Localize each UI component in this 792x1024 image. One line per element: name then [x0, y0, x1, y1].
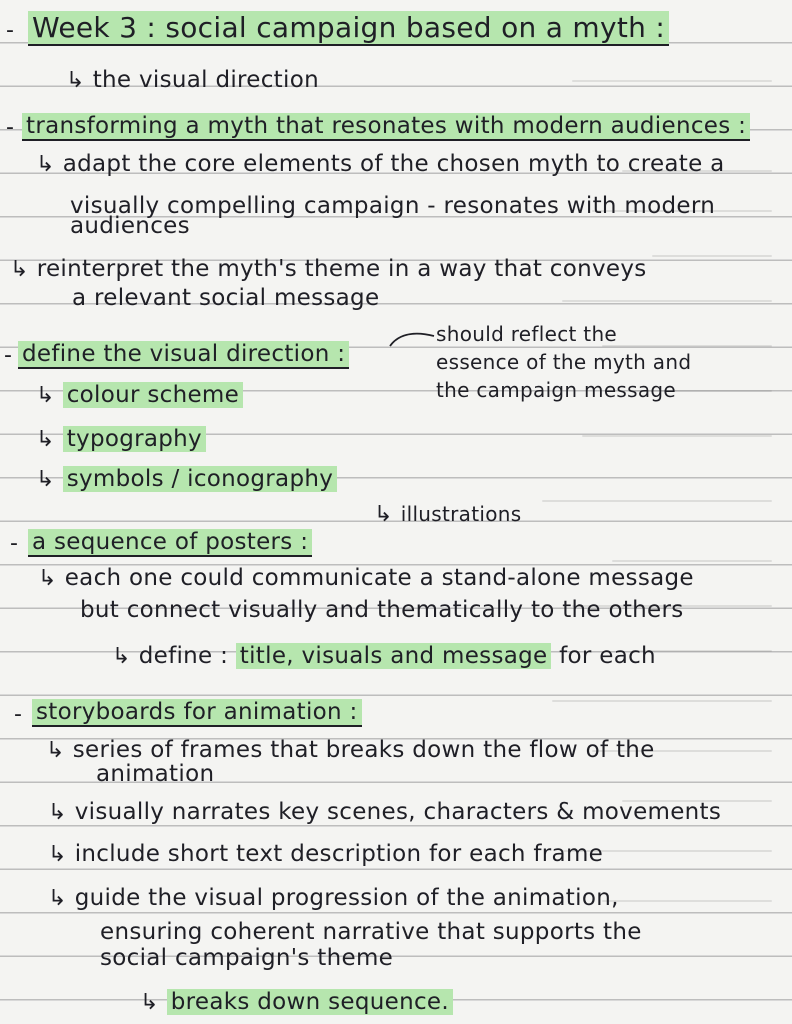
bullet-dash: - [6, 115, 14, 140]
arrow-icon: ↳ [36, 383, 55, 408]
arrow-icon: ↳ [48, 842, 67, 867]
s2-note-line1: should reflect the [436, 322, 618, 346]
section-2-heading [18, 340, 349, 368]
s3-point-1 [38, 564, 694, 593]
s3-p2-highlight: title, visuals and message [236, 643, 552, 669]
bullet-dash: - [10, 531, 18, 556]
s4-point-5 [140, 988, 453, 1017]
section-2-heading-text: define the visual direction : [18, 341, 349, 369]
section-1-heading [22, 112, 750, 140]
s3-p1-line1: each one could communicate a stand-alone message [64, 565, 694, 591]
s4-p3-text: include short text description for each frame [74, 841, 604, 867]
s4-p4-line1: guide the visual progression of the animation, [74, 885, 619, 911]
section-1-heading-text: transforming a myth that resonates with modern audiences : [22, 113, 750, 141]
s3-p2-define: define : [138, 643, 229, 669]
s2-bullet-2 [36, 425, 206, 454]
s4-point-3 [48, 840, 603, 869]
s4-point-2 [48, 798, 721, 827]
visual-direction-line [66, 66, 319, 95]
s4-p2-text: visually narrates key scenes, characters & movements [74, 799, 722, 825]
s1-point-1 [36, 150, 725, 179]
title-text: Week 3 : social campaign based on a myth : [28, 11, 669, 46]
section-4-heading [32, 698, 362, 726]
arrow-icon: ↳ [36, 467, 55, 492]
s2-bullet-4 [374, 500, 521, 529]
s2-bullet-1 [36, 381, 243, 410]
arrow-icon: ↳ [140, 990, 159, 1015]
s4-p4-line3: social campaign's theme [100, 945, 394, 971]
arrow-icon: ↳ [48, 886, 67, 911]
page-title [28, 11, 669, 44]
symbols-iconography-text: symbols / iconography [63, 466, 337, 492]
s2-bullet-3 [36, 465, 337, 494]
s4-p1-line1: series of frames that breaks down the flow of the [72, 737, 655, 763]
s1-p1-line3: audiences [70, 213, 190, 239]
arrow-icon: ↳ [46, 738, 65, 763]
s3-point-2 [112, 642, 656, 671]
section-4-heading-text: storyboards for animation : [32, 699, 362, 727]
s1-p1-line1: adapt the core elements of the chosen myth to create a [62, 151, 725, 177]
s3-p2-post: for each [559, 643, 656, 669]
section-3-heading [28, 528, 312, 556]
bullet-dash: - [4, 343, 12, 368]
arrow-icon: ↳ [36, 152, 55, 177]
arrow-icon: ↳ [10, 257, 29, 282]
s1-point-2 [10, 255, 647, 284]
s4-p1-line2: animation [96, 761, 215, 787]
s4-p4-line2: ensuring coherent narrative that supports the [100, 919, 642, 945]
section-3-heading-text: a sequence of posters : [28, 529, 312, 557]
illustrations-text: illustrations [400, 502, 522, 526]
arrow-icon: ↳ [374, 502, 393, 527]
connector-arrow-icon [388, 330, 438, 350]
s1-p1-line2: visually compelling campaign - resonates with modern [70, 193, 716, 219]
bullet-dash: - [14, 702, 22, 727]
arrow-icon: ↳ [38, 566, 57, 591]
s1-p2-line1: reinterpret the myth's theme in a way that conveys [36, 256, 647, 282]
typography-text: typography [63, 426, 206, 452]
colour-scheme-text: colour scheme [63, 382, 243, 408]
s4-point-4 [48, 884, 619, 913]
arrow-icon: ↳ [66, 68, 85, 93]
arrow-icon: ↳ [36, 427, 55, 452]
s2-note-line3: the campaign message [436, 378, 677, 402]
s2-note-line2: essence of the myth and [436, 350, 692, 374]
arrow-icon: ↳ [112, 644, 131, 669]
s1-p2-line2: a relevant social message [72, 285, 380, 311]
arrow-icon: ↳ [48, 800, 67, 825]
s3-p1-line2: but connect visually and thematically to the others [80, 597, 684, 623]
visual-direction-text: the visual direction [92, 67, 319, 93]
s4-p5-text: breaks down sequence. [167, 989, 453, 1015]
bullet-dash: - [6, 18, 14, 43]
